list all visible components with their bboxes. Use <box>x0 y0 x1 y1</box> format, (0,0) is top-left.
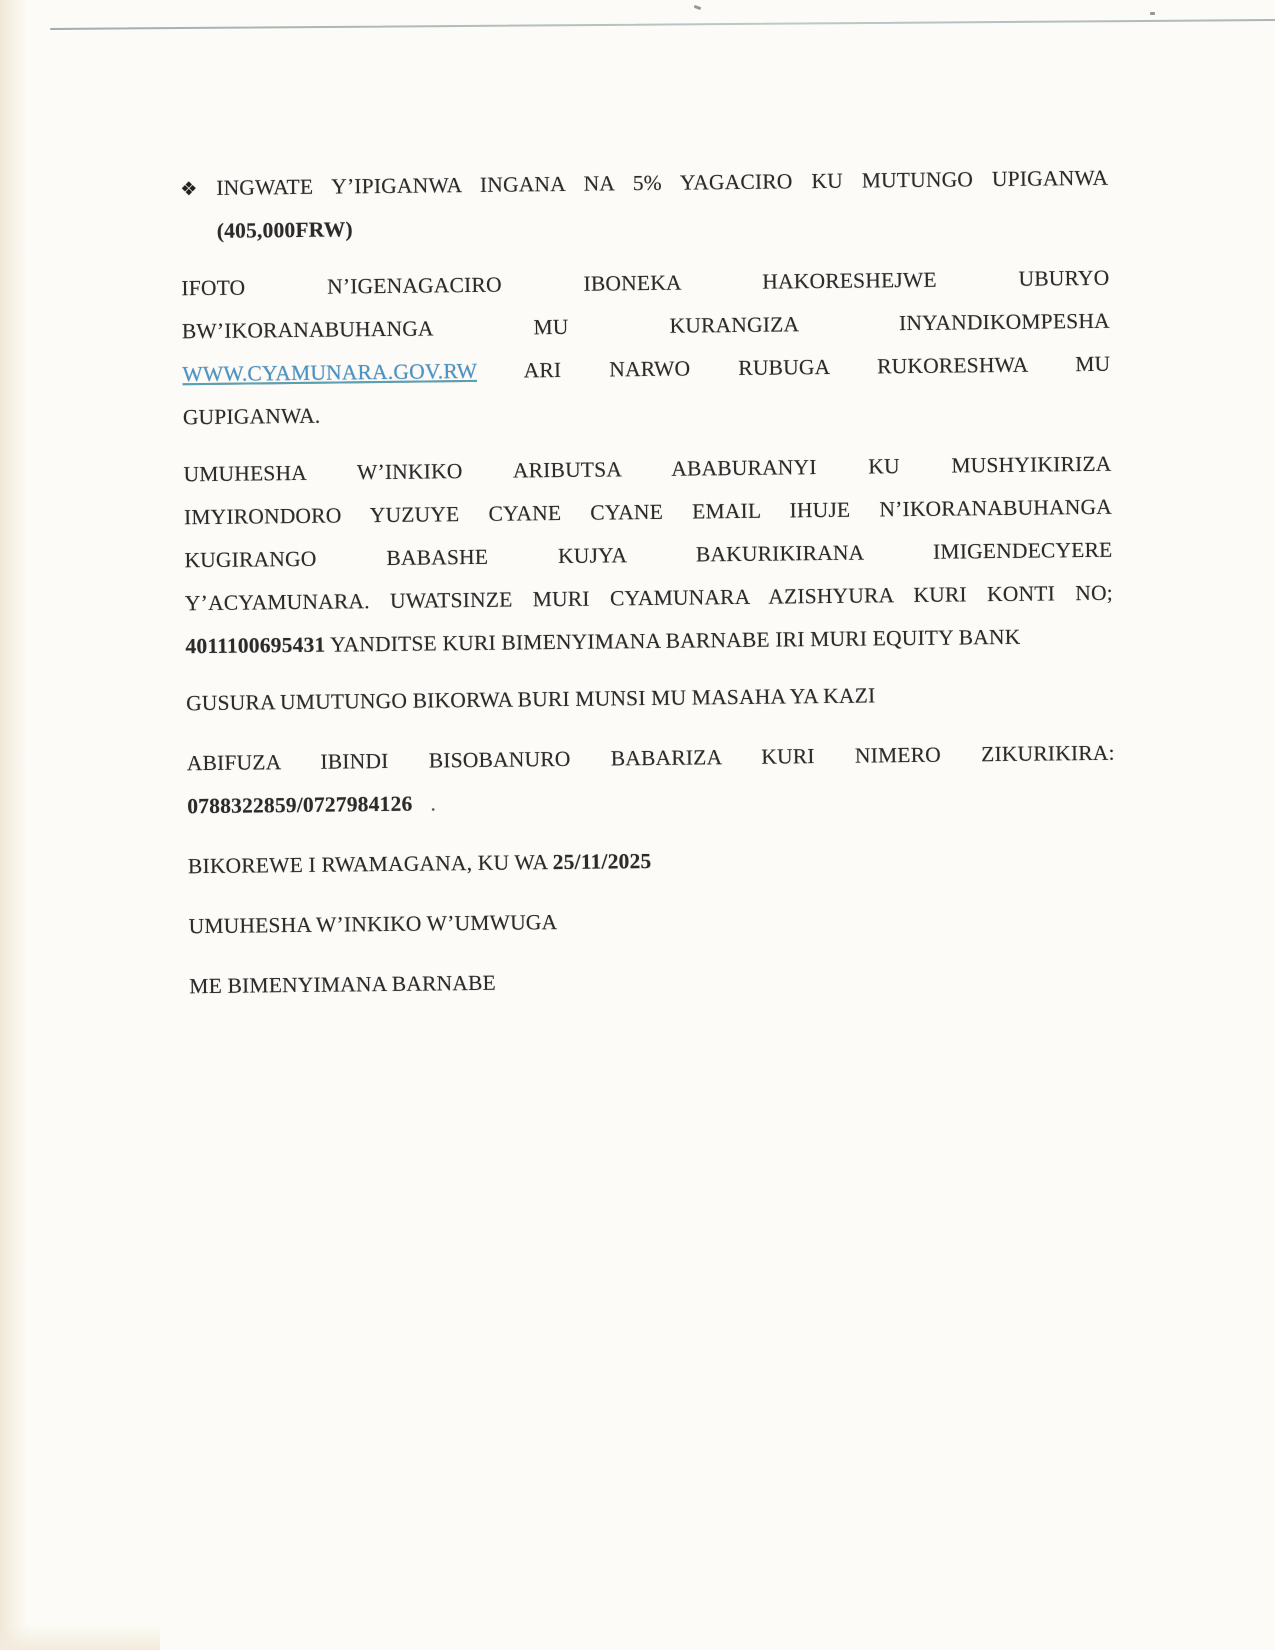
bailiff-line-3: KUGIRANGO BABASHE KUJYA BAKURIKIRANA IMIGENDECYERE <box>184 537 1113 573</box>
stray-dot: . <box>430 791 437 816</box>
done-at-date: 25/11/2025 <box>552 848 652 875</box>
paragraph-contact <box>187 732 1116 829</box>
account-number: 4011100695431 <box>185 632 326 659</box>
deposit-amount: (405,000FRW) <box>216 217 353 243</box>
bailiff-line-1: UMUHESHA W’INKIKO ARIBUTSA ABABURANYI KU MUSHYIKIRIZA <box>183 451 1112 487</box>
paragraph-signoff-title <box>188 895 1116 949</box>
paragraph-visiting <box>186 672 1114 726</box>
bailiff-line-2: IMYIRONDORO YUZUYE CYANE CYANE EMAIL IHUJE N’IKORANABUHANGA <box>183 494 1113 530</box>
photo-line-2: BW’IKORANABUHANGA MU KURANGIZA INYANDIKOMPESHA <box>181 308 1110 344</box>
scan-speck <box>1150 12 1155 15</box>
bailiff-line-5 <box>185 615 1113 669</box>
bailiff-line-5-rest: YANDITSE KURI BIMENYIMANA BARNABE IRI MURI EQUITY BANK <box>330 624 1021 657</box>
done-at-prefix: BIKOREWE I RWAMAGANA, KU WA <box>187 850 548 879</box>
contact-line-1: ABIFUZA IBINDI BISOBANURO BABARIZA KURI NIMERO ZIKURIKIRA: <box>186 740 1115 776</box>
signoff-name: ME BIMENYIMANA BARNABE <box>189 970 497 999</box>
photo-line-4: GUPIGANWA. <box>182 403 321 430</box>
paragraph-signoff-name <box>189 955 1117 1009</box>
cyamunara-link[interactable]: WWW.CYAMUNARA.GOV.RW <box>182 358 477 387</box>
done-at-line <box>188 835 1116 889</box>
photo-line-1: IFOTO N’IGENAGACIRO IBONEKA HAKORESHEJWE UBURYO <box>181 265 1110 301</box>
paragraph-bailiff-reminder <box>183 443 1113 669</box>
paper-edge-artifact <box>50 19 1275 30</box>
paragraph-done-at <box>188 835 1116 889</box>
paragraph-photo-valuation <box>181 257 1111 440</box>
document-content <box>180 157 1118 1022</box>
bailiff-line-4: Y’ACYAMUNARA. UWATSINZE MURI CYAMUNARA AZISHYURA KURI KONTI NO; <box>184 580 1114 616</box>
deposit-text: INGWATE Y’IPIGANWA INGANA NA 5% YAGACIRO KU MUTUNGO UPIGANWA <box>216 165 1109 200</box>
visit-line: GUSURA UMUTUNGO BIKORWA BURI MUNSI MU MASAHA YA KAZI <box>185 683 876 716</box>
scan-speck <box>694 5 702 10</box>
bullet-diamond-icon: ❖ <box>180 178 198 201</box>
phone-numbers: 0788322859/0727984126 <box>187 791 413 819</box>
photo-line-3-rest: ARI NARWO RUBUGA RUKORESHWA MU <box>523 351 1111 383</box>
contact-line-2 <box>187 775 1115 829</box>
paragraph-deposit <box>180 157 1109 254</box>
signoff-title: UMUHESHA W’INKIKO W’UMWUGA <box>188 910 558 939</box>
